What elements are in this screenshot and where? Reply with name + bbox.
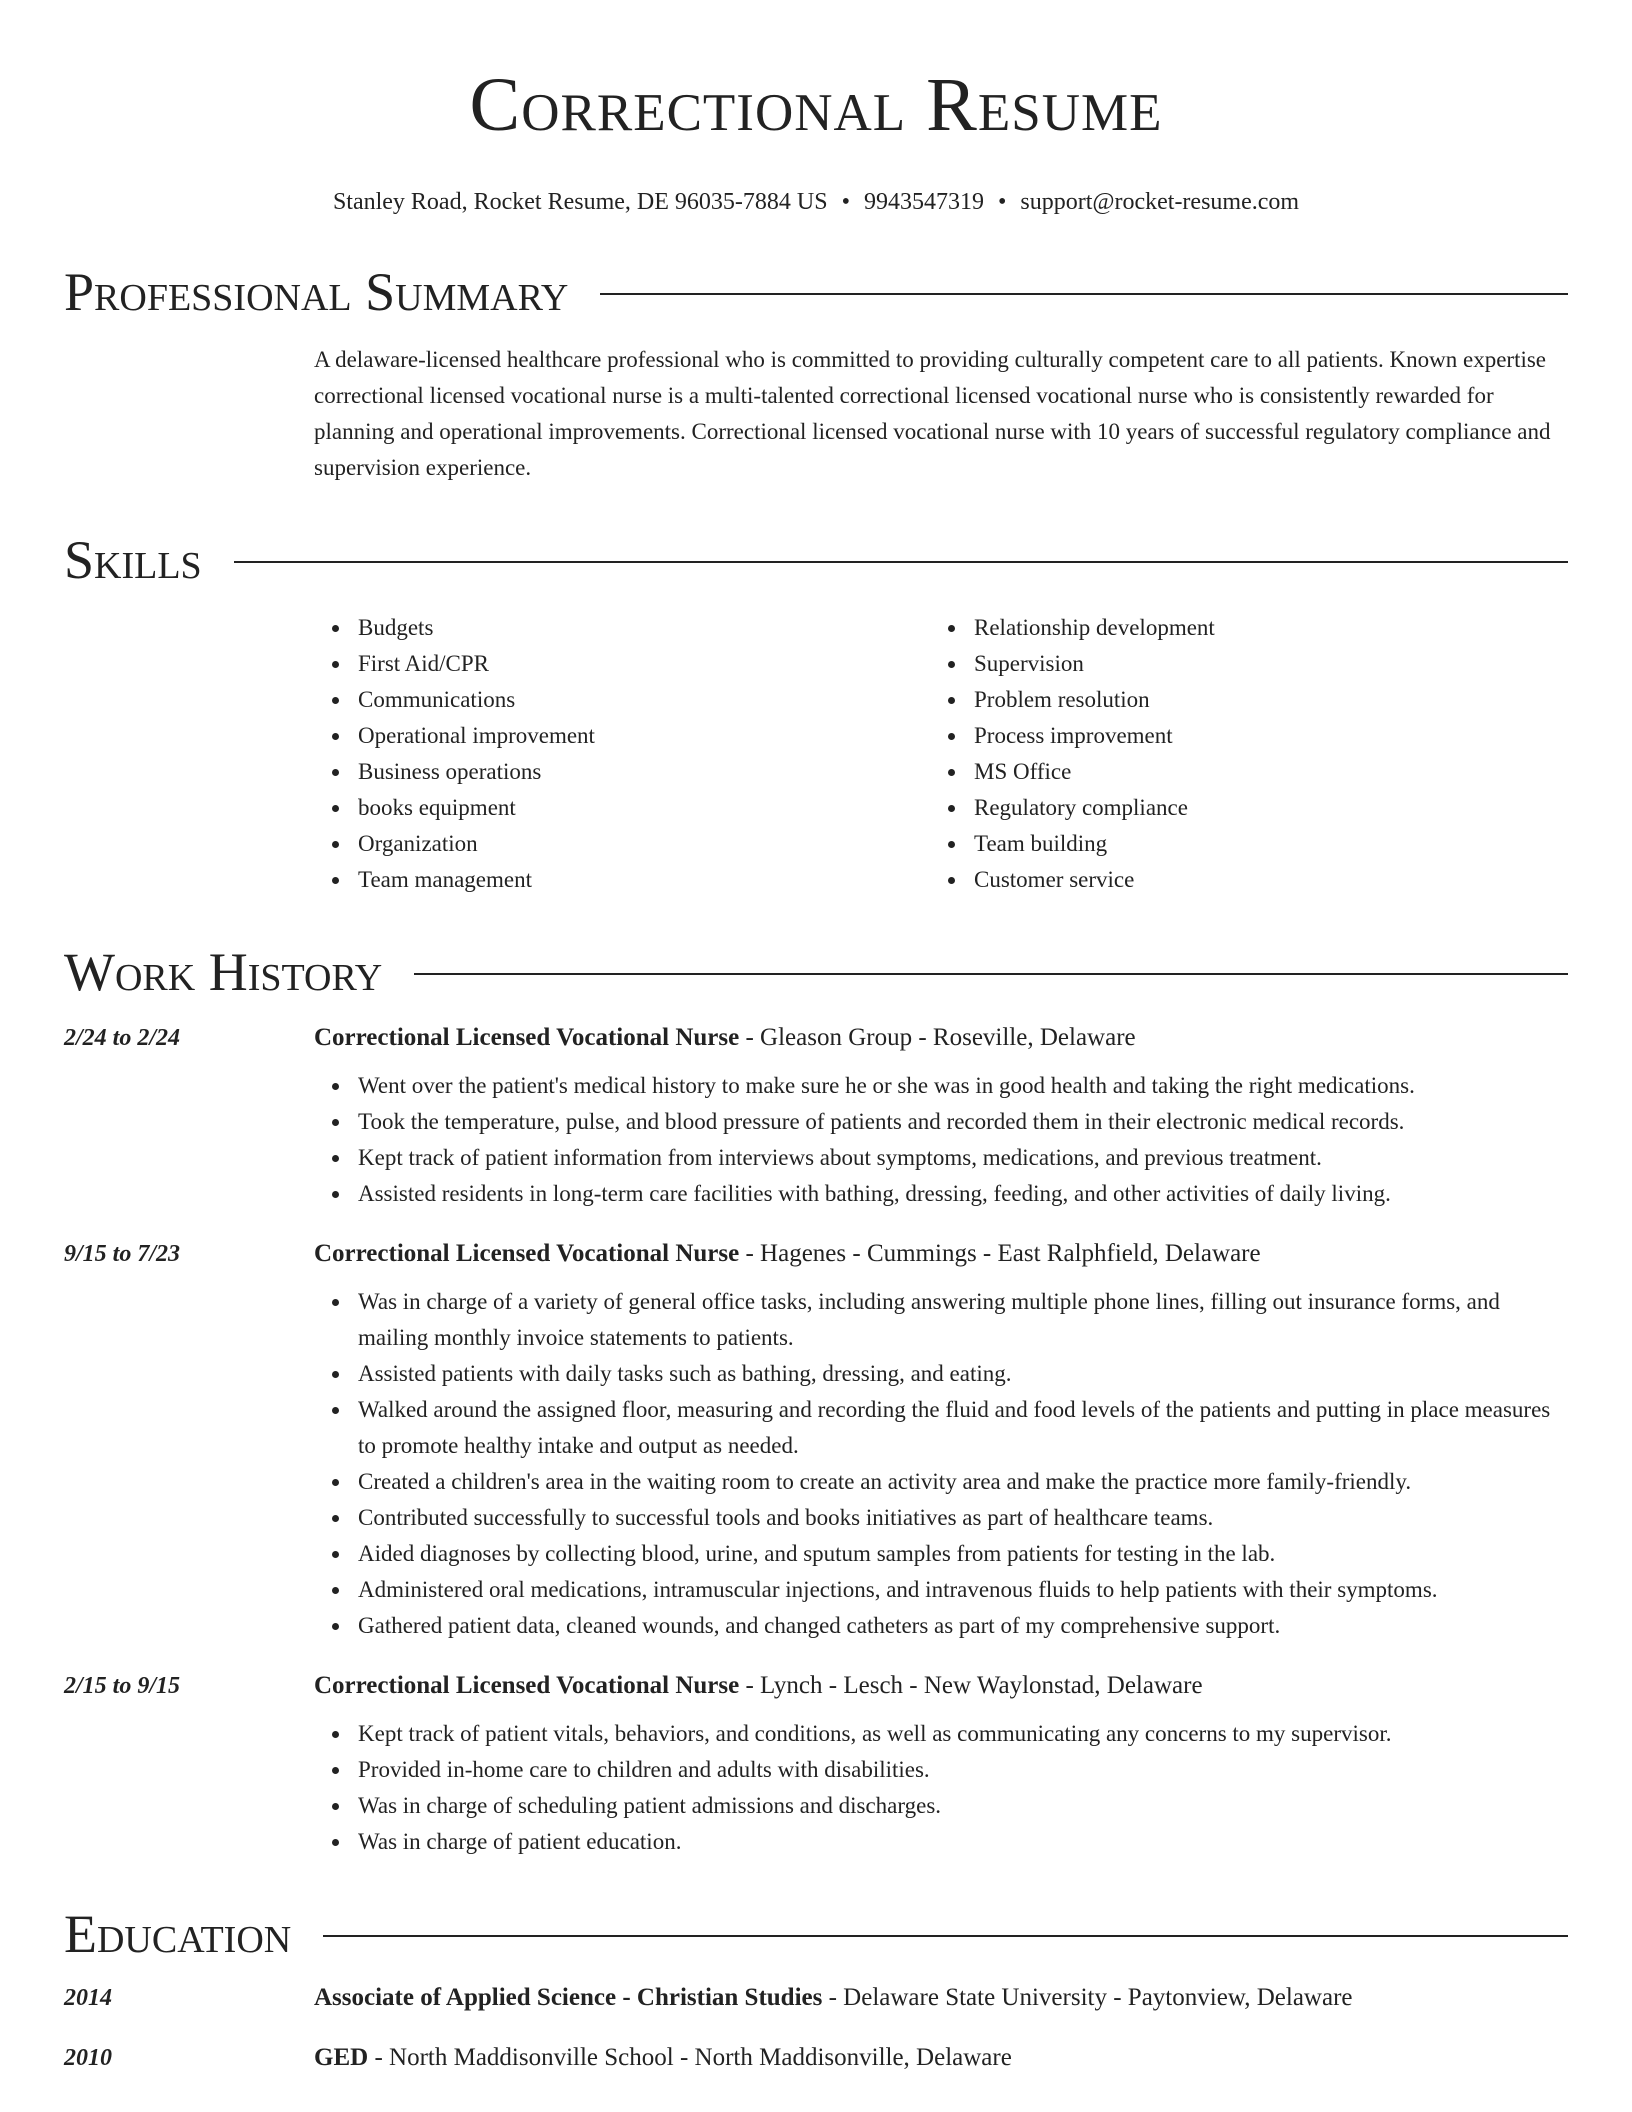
job-dates: 2/15 to 9/15 [64, 1673, 181, 1699]
job-bullet: Was in charge of scheduling patient admissions and discharges. [314, 1788, 1568, 1824]
job-bullet: Kept track of patient vitals, behaviors, and conditions, as well as communicating any concerns to my supervisor. [314, 1716, 1568, 1752]
skills-column-left [314, 610, 930, 898]
contact-line [64, 186, 1568, 218]
section-divider [323, 1935, 1568, 1937]
skill-item: Relationship development [930, 610, 1546, 646]
work-section-header [64, 942, 1568, 1002]
summary-section-header [64, 262, 1568, 322]
skill-item: Team management [314, 862, 930, 898]
job-header [64, 1024, 1568, 1052]
job-bullet: Took the temperature, pulse, and blood pressure of patients and recorded them in their electronic medical records. [314, 1104, 1568, 1140]
skill-item: First Aid/CPR [314, 646, 930, 682]
skill-item: Problem resolution [930, 682, 1546, 718]
section-divider [414, 973, 1568, 975]
job-bullets [314, 1068, 1568, 1212]
job-entry [64, 1240, 1568, 1644]
skills-list [314, 610, 1568, 898]
skill-item: Customer service [930, 862, 1546, 898]
skill-item: Organization [314, 826, 930, 862]
job-bullet: Kept track of patient information from interviews about symptoms, medications, and previous treatment. [314, 1140, 1568, 1176]
skill-item: Supervision [930, 646, 1546, 682]
job-employer: - Lynch - Lesch - New Waylonstad, Delaware [739, 1672, 1203, 1699]
skill-item: books equipment [314, 790, 930, 826]
education-heading [314, 1984, 1353, 2012]
contact-email: support@rocket-resume.com [1020, 189, 1300, 215]
job-employer: - Hagenes - Cummings - East Ralphfield, Delaware [739, 1240, 1261, 1267]
skill-item: Team building [930, 826, 1546, 862]
education-school: - Delaware State University - Paytonview, Delaware [822, 1984, 1353, 2011]
job-bullets [314, 1716, 1568, 1860]
job-bullet: Contributed successfully to successful tools and books initiatives as part of healthcare teams. [314, 1500, 1568, 1536]
work-title: Work History [64, 942, 383, 1002]
job-heading [314, 1672, 1203, 1700]
education-year: 2014 [64, 1985, 112, 2011]
job-bullet: Went over the patient's medical history to make sure he or she was in good health and taking the right medications. [314, 1068, 1568, 1104]
resume-name: Correctional Resume [469, 63, 1163, 147]
job-entry [64, 1024, 1568, 1212]
job-bullet: Was in charge of a variety of general office tasks, including answering multiple phone lines, filling out insurance forms, and mailing monthly invoice statements to patients. [314, 1284, 1568, 1356]
job-dates: 2/24 to 2/24 [64, 1025, 181, 1051]
skills-title: Skills [64, 530, 202, 590]
job-employer: - Gleason Group - Roseville, Delaware [739, 1024, 1136, 1051]
job-heading [314, 1240, 1261, 1268]
contact-separator: • [841, 189, 850, 215]
job-title: Correctional Licensed Vocational Nurse [314, 1672, 740, 1699]
job-bullet: Walked around the assigned floor, measuring and recording the fluid and food levels of the patients and putting in place measures to promote healthy intake and output as needed. [314, 1392, 1568, 1464]
skill-item: MS Office [930, 754, 1546, 790]
education-heading [314, 2044, 1012, 2072]
section-divider [234, 561, 1568, 563]
skills-column-right [930, 610, 1546, 898]
job-heading [314, 1024, 1136, 1052]
section-divider [600, 293, 1568, 295]
skill-item: Business operations [314, 754, 930, 790]
contact-separator: • [997, 189, 1007, 215]
education-school: - North Maddisonville School - North Maddisonville, Delaware [368, 2044, 1012, 2071]
job-bullet: Provided in-home care to children and adults with disabilities. [314, 1752, 1568, 1788]
job-entry [64, 1672, 1568, 1860]
skill-item: Operational improvement [314, 718, 930, 754]
education-entry [64, 2044, 1568, 2072]
skill-item: Budgets [314, 610, 930, 646]
contact-address: Stanley Road, Rocket Resume, DE 96035-7884 US [332, 189, 828, 215]
job-title: Correctional Licensed Vocational Nurse [314, 1240, 740, 1267]
education-title: Education [64, 1904, 292, 1964]
job-bullet: Created a children's area in the waiting room to create an activity area and make the practice more family-friendly. [314, 1464, 1568, 1500]
job-bullet: Gathered patient data, cleaned wounds, and changed catheters as part of my comprehensive support. [314, 1608, 1568, 1644]
education-year: 2010 [64, 2045, 112, 2071]
job-bullet: Assisted patients with daily tasks such as bathing, dressing, and eating. [314, 1356, 1568, 1392]
skill-item: Process improvement [930, 718, 1546, 754]
job-bullet: Administered oral medications, intramuscular injections, and intravenous fluids to help patients with their symptoms. [314, 1572, 1568, 1608]
job-header [64, 1672, 1568, 1700]
skill-item: Communications [314, 682, 930, 718]
education-degree: GED [314, 2044, 369, 2071]
job-title: Correctional Licensed Vocational Nurse [314, 1024, 740, 1051]
job-dates: 9/15 to 7/23 [64, 1241, 181, 1267]
education-section-header [64, 1904, 1568, 1964]
job-bullets [314, 1284, 1568, 1644]
education-entry [64, 1984, 1568, 2012]
job-bullet: Assisted residents in long-term care facilities with bathing, dressing, feeding, and other activities of daily living. [314, 1176, 1568, 1212]
skills-section-header [64, 530, 1568, 590]
job-bullet: Aided diagnoses by collecting blood, urine, and sputum samples from patients for testing in the lab. [314, 1536, 1568, 1572]
job-header [64, 1240, 1568, 1268]
summary-title: Professional Summary [64, 262, 569, 322]
contact-phone: 9943547319 [863, 189, 984, 215]
education-degree: Associate of Applied Science - Christian Studies [314, 1984, 823, 2011]
job-bullet: Was in charge of patient education. [314, 1824, 1568, 1860]
skill-item: Regulatory compliance [930, 790, 1546, 826]
summary-text: A delaware-licensed healthcare professional who is committed to providing culturally competent care to all patients. Known expertise correctional licensed vocational nurse is a multi-talented correctional licensed vocational nurse who is consistently rewarded for planning and operational improvements. Correctional licensed vocational nurse with 10 years of successful regulatory compliance and supervision experience. [314, 347, 1551, 480]
